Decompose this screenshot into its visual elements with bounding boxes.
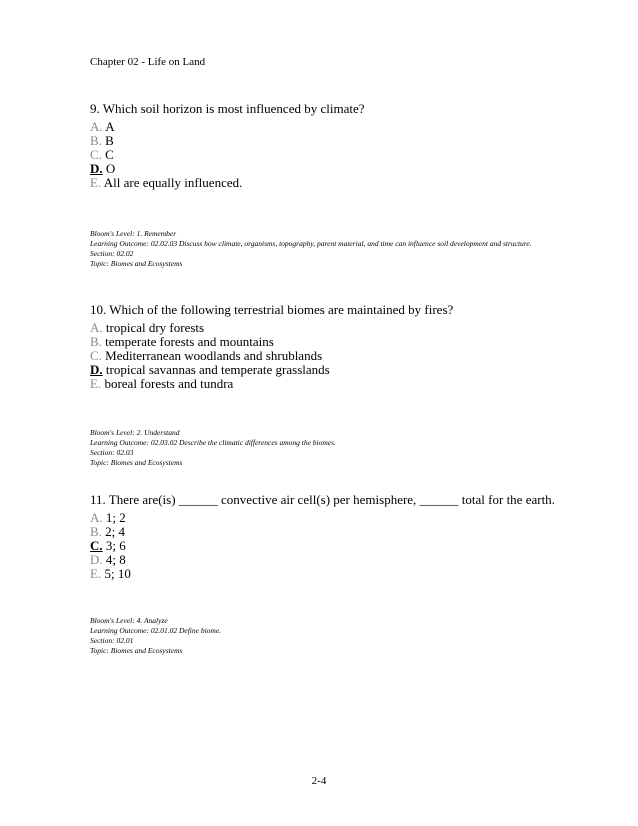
choice-b: B. 2; 4 <box>90 524 126 539</box>
choice-c: C. C <box>90 147 114 162</box>
choice-d-correct: D. tropical savannas and temperate grasslands <box>90 362 330 377</box>
question-10 <box>90 302 610 391</box>
learning-outcome: Learning Outcome: 02.03.02 Describe the climatic differences among the biomes. <box>90 438 336 447</box>
choice-d: D. 4; 8 <box>90 552 126 567</box>
blooms-level: Bloom's Level: 2. Understand <box>90 428 180 437</box>
question-10-metadata <box>90 428 560 468</box>
question-stem: 11. There are(is) ______ convective air cell(s) per hemisphere, ______ total for the earth. <box>90 492 555 507</box>
choice-e: E. All are equally influenced. <box>90 175 243 190</box>
choice-a: A. 1; 2 <box>90 510 126 525</box>
question-11-metadata <box>90 616 560 656</box>
section: Section: 02.01 <box>90 636 134 645</box>
choice-b: B. B <box>90 133 114 148</box>
question-11 <box>90 492 610 581</box>
choice-d-correct: D. O <box>90 161 116 176</box>
topic: Topic: Biomes and Ecosystems <box>90 646 183 655</box>
choice-c-correct: C. 3; 6 <box>90 538 126 553</box>
learning-outcome: Learning Outcome: 02.01.02 Define biome. <box>90 626 222 635</box>
question-stem: 9. Which soil horizon is most influenced by climate? <box>90 101 365 116</box>
choice-a: A. A <box>90 119 115 134</box>
question-9 <box>90 101 610 190</box>
chapter-header: Chapter 02 - Life on Land <box>90 56 206 68</box>
topic: Topic: Biomes and Ecosystems <box>90 259 183 268</box>
topic: Topic: Biomes and Ecosystems <box>90 458 183 467</box>
learning-outcome: Learning Outcome: 02.02.03 Discuss how climate, organisms, topography, parent material, and time can influence soil development and structure. <box>90 239 532 248</box>
choice-a: A. tropical dry forests <box>90 320 205 335</box>
choice-c: C. Mediterranean woodlands and shrublands <box>90 348 323 363</box>
choice-e: E. 5; 10 <box>90 566 131 581</box>
blooms-level: Bloom's Level: 1. Remember <box>90 229 177 238</box>
section: Section: 02.03 <box>90 448 134 457</box>
section: Section: 02.02 <box>90 249 134 258</box>
question-9-metadata <box>90 229 560 269</box>
question-stem: 10. Which of the following terrestrial biomes are maintained by fires? <box>90 302 454 317</box>
choice-b: B. temperate forests and mountains <box>90 334 274 349</box>
choice-e: E. boreal forests and tundra <box>90 376 234 391</box>
page-number: 2-4 <box>311 775 327 787</box>
blooms-level: Bloom's Level: 4. Analyze <box>90 616 168 625</box>
